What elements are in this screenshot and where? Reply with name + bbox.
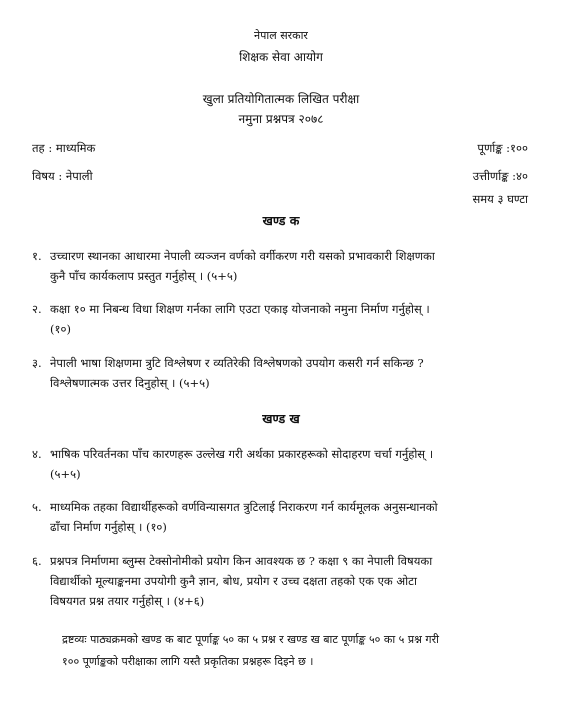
- question-text-line: (१०): [50, 322, 71, 336]
- note-line-1: द्रष्टव्यः पाठ्यक्रमको खण्ड क बाट पूर्णाङ्क ५० का ५ प्रश्न र खण्ड ख बाट पूर्णाङ्क ५० का ५ प्रश्न गरी: [62, 633, 439, 646]
- question-text-line: विषयगत प्रश्न तयार गर्नुहोस् । (४+६): [50, 594, 205, 608]
- government-name: नेपाल सरकार: [254, 29, 308, 42]
- commission-name: शिक्षक सेवा आयोग: [239, 50, 323, 64]
- question-text-line: नेपाली भाषा शिक्षणमा त्रुटि विश्लेषण र व्यतिरेकी विश्लेषणको उपयोग कसरी गर्न सकिन्छ ?: [50, 356, 424, 370]
- question-text-line: भाषिक परिवर्तनका पाँच कारणहरू उल्लेख गरी अर्थका प्रकारहरूको सोदाहरण चर्चा गर्नुहोस् ।: [50, 447, 434, 461]
- full-marks: पूर्णाङ्क :१००: [477, 141, 528, 155]
- question-number: ३.: [32, 356, 42, 370]
- question-number: ४.: [32, 447, 42, 461]
- question-text-line: (५+५): [50, 467, 81, 481]
- question-text-line: विद्यार्थीको मूल्याङ्कनमा उपयोगी कुनै ज्ञान, बोध, प्रयोग र उच्च दक्षता तहको एक एक ओटा: [50, 574, 417, 588]
- level-label: तह : माध्यमिक: [32, 141, 96, 155]
- exam-time: समय ३ घण्टा: [472, 192, 528, 206]
- question-text-line: कक्षा १० मा निबन्ध विधा शिक्षण गर्नका लागि एउटा एकाइ योजनाको नमुना निर्माण गर्नुहोस् ।: [50, 302, 430, 316]
- question-number: ६.: [32, 554, 42, 568]
- question-number: २.: [32, 302, 42, 316]
- exam-title: खुला प्रतियोगितात्मक लिखित परीक्षा: [202, 92, 360, 106]
- question-number: ५.: [32, 500, 42, 514]
- section-b-title: खण्ड ख: [262, 411, 300, 426]
- question-text-line: उच्चारण स्थानका आधारमा नेपाली व्यञ्जन वर्णको वर्गीकरण गरी यसको प्रभावकारी शिक्षणका: [50, 249, 435, 263]
- subject-label: विषय : नेपाली: [32, 169, 93, 183]
- question-text-line: कुनै पाँच कार्यकलाप प्रस्तुत गर्नुहोस् । (५+५): [50, 269, 238, 283]
- paper-title: नमुना प्रश्नपत्र २०७८: [238, 112, 324, 126]
- section-a-title: खण्ड क: [262, 213, 300, 228]
- question-number: १.: [32, 249, 42, 263]
- question-text-line: ढाँचा निर्माण गर्नुहोस् । (१०): [50, 520, 167, 534]
- question-text-line: प्रश्नपत्र निर्माणमा ब्लुम्स टेक्सोनोमीको प्रयोग किन आवश्यक छ ? कक्षा ९ का नेपाली विषयका: [50, 554, 433, 568]
- pass-marks: उत्तीर्णाङ्क :४०: [472, 169, 528, 183]
- note-line-2: १०० पूर्णाङ्कको परीक्षाका लागि यस्तै प्रकृतिका प्रश्नहरू दिइने छ ।: [62, 655, 314, 668]
- question-text-line: विश्लेषणात्मक उत्तर दिनुहोस् । (५+५): [50, 376, 210, 390]
- question-text-line: माध्यमिक तहका विद्यार्थीहरूको वर्णविन्यासगत त्रुटिलाई निराकरण गर्न कार्यमूलक अनुसन्धानको: [50, 500, 438, 514]
